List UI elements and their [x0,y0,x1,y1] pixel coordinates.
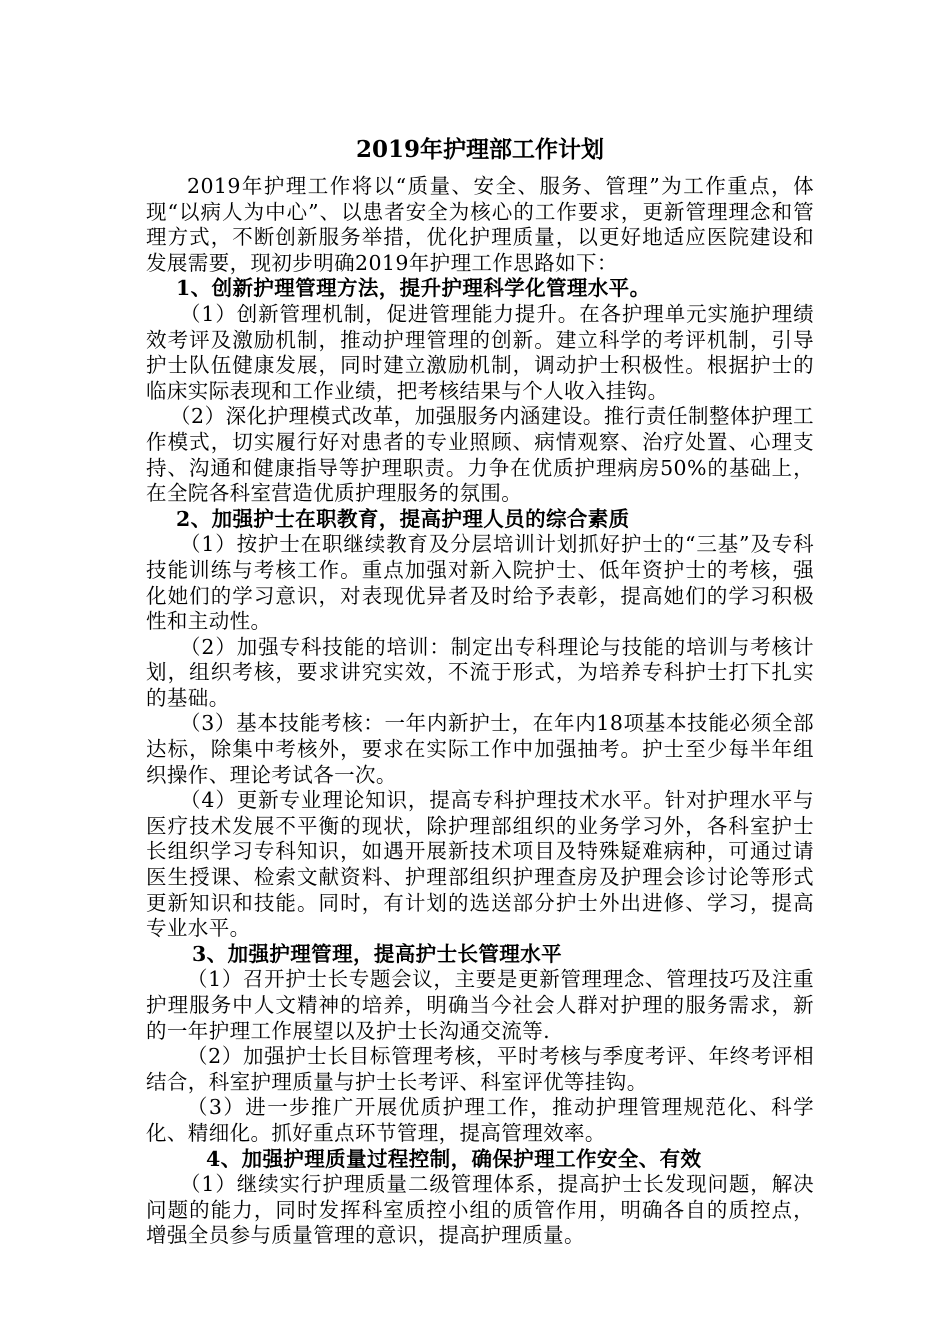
section-1-paragraph-2: （2）深化护理模式改革，加强服务内涵建设。推行责任制整体护理工作模式，切实履行好对患者的专业照顾、病情观察、治疗处置、心理支持、沟通和健康指导等护理职责。力争在优质护理病房50%的基础上，在全院各科室营造优质护理服务的氛围。 [146,404,814,506]
section-4-paragraph-1: （1）继续实行护理质量二级管理体系，提高护士长发现问题，解决问题的能力，同时发挥科室质控小组的质管作用，明确各自的质控点，增强全员参与质量管理的意识，提高护理质量。 [146,1172,814,1248]
section-2-paragraph-4: （4）更新专业理论知识，提高专科护理技术水平。针对护理水平与医疗技术发展不平衡的现状，除护理部组织的业务学习外，各科室护士长组织学习专科知识，如遇开展新技术项目及特殊疑难病种，可通过请医生授课、检索文献资料、护理部组织护理查房及护理会诊讨论等形式更新知识和技能。同时，有计划的选送部分护士外出进修、学习，提高专业水平。 [146,788,814,941]
section-4-heading: 4、加强护理质量过程控制，确保护理工作安全、有效 [206,1146,702,1171]
section-3-paragraph-2: （2）加强护士长目标管理考核，平时考核与季度考评、年终考评相结合，科室护理质量与护士长考评、科室评优等挂钩。 [146,1044,814,1094]
section-2-heading: 2、加强护士在职教育，提高护理人员的综合素质 [176,506,630,531]
section-2-paragraph-2: （2）加强专科技能的培训：制定出专科理论与技能的培训与考核计划，组织考核，要求讲究实效，不流于形式，为培养专科护士打下扎实的基础。 [146,634,814,710]
section-3-paragraph-3: （3）进一步推广开展优质护理工作，推动护理管理规范化、科学化、精细化。抓好重点环节管理，提高管理效率。 [146,1095,814,1145]
section-1-paragraph-1: （1）创新管理机制，促进管理能力提升。在各护理单元实施护理绩效考评及激励机制，推动护理管理的创新。建立科学的考评机制，引导护士队伍健康发展，同时建立激励机制，调动护士积极性。根据护士的临床实际表现和工作业绩，把考核结果与个人收入挂钩。 [146,301,814,403]
intro-paragraph: 2019年护理工作将以“质量、安全、服务、管理”为工作重点，体现“以病人为中心”、以患者安全为核心的工作要求，更新管理理念和管理方式，不断创新服务举措，优化护理质量，以更好地适应医院建设和发展需要，现初步明确2019年护理工作思路如下： [146,174,814,275]
section-1-heading: 1、创新护理管理方法，提升护理科学化管理水平。 [176,276,651,301]
section-2-paragraph-1: （1）按护士在职继续教育及分层培训计划抓好护士的“三基”及专科技能训练与考核工作。重点加强对新入院护士、低年资护士的考核，强化她们的学习意识，对表现优异者及时给予表彰，提高她们的学习积极性和主动性。 [146,532,814,634]
section-3-paragraph-1: （1）召开护士长专题会议，主要是更新管理理念、管理技巧及注重护理服务中人文精神的培养，明确当今社会人群对护理的服务需求，新的一年护理工作展望以及护士长沟通交流等. [146,967,814,1043]
document-page [146,130,814,1249]
document-title: 2019年护理部工作计划 [355,136,604,163]
section-2-paragraph-3: （3）基本技能考核：一年内新护士，在年内18项基本技能必须全部达标，除集中考核外，要求在实际工作中加强抽考。护士至少每半年组织操作、理论考试各一次。 [146,711,814,787]
section-3-heading: 3、加强护理管理，提高护士长管理水平 [192,941,562,966]
